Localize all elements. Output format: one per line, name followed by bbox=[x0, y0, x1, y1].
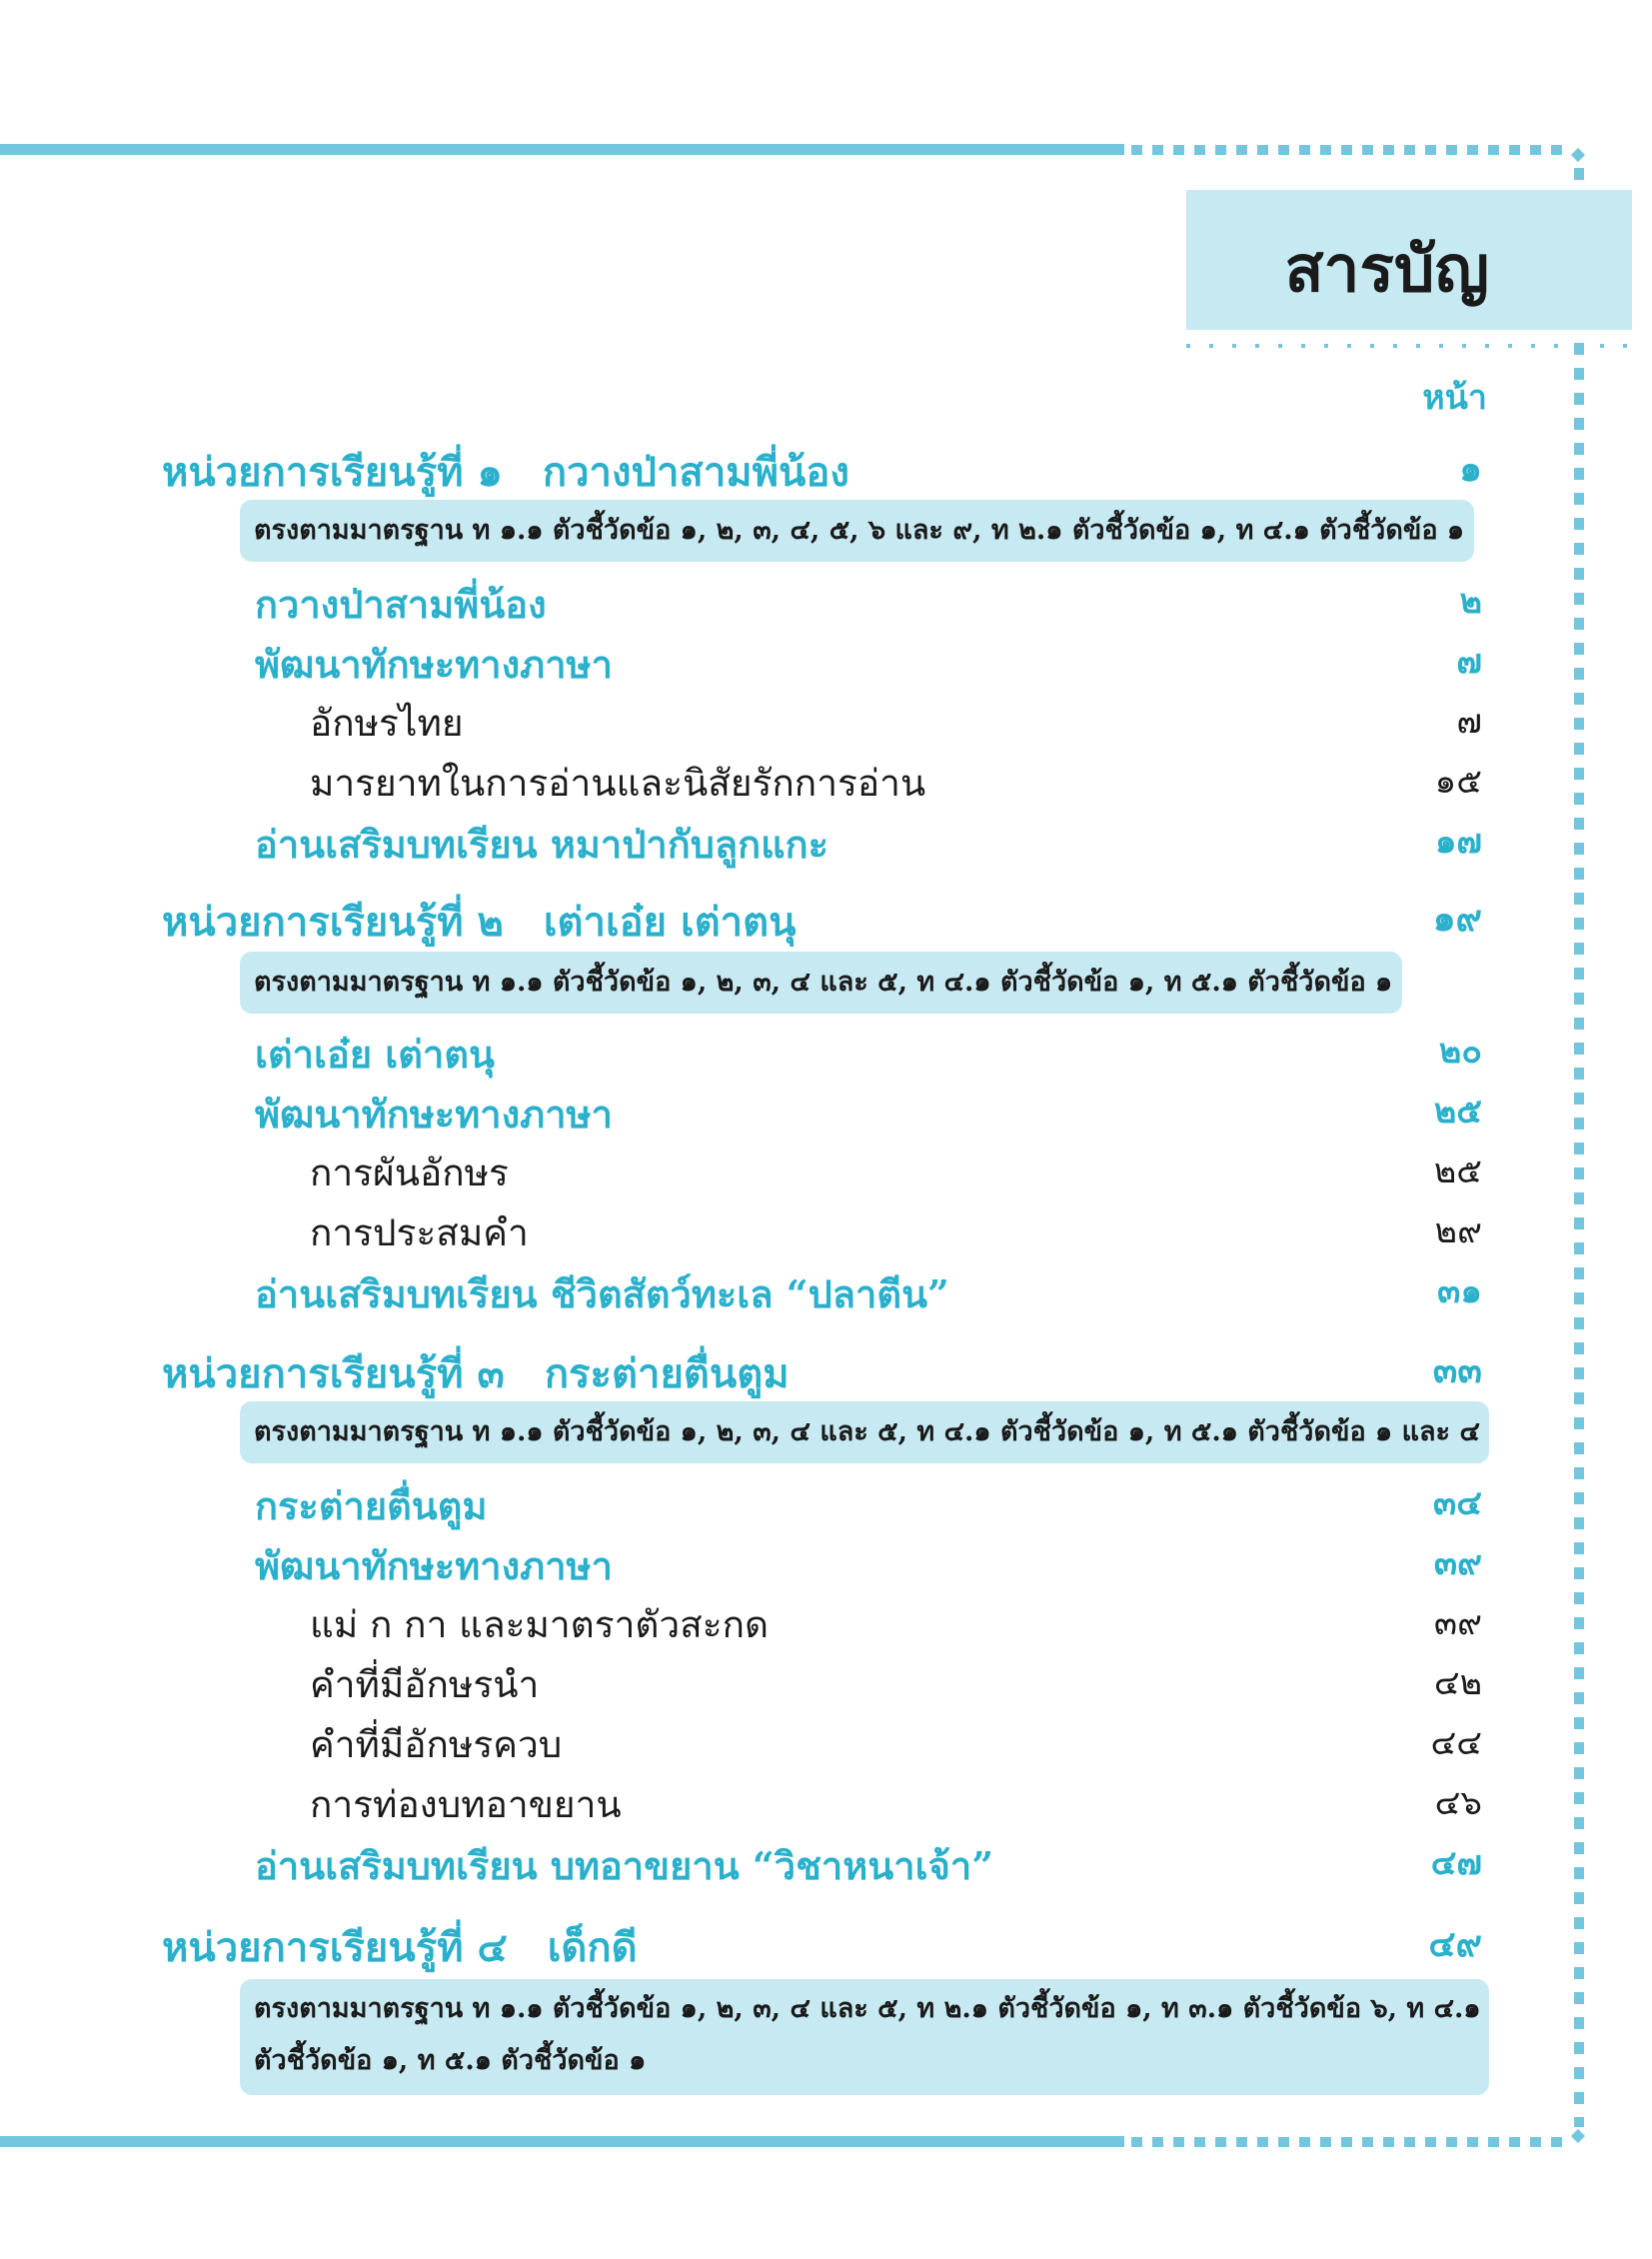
frame-corner-top bbox=[1571, 148, 1585, 162]
standards-box bbox=[240, 500, 1474, 562]
toc-subitem-label: การประสมคำ bbox=[310, 1211, 529, 1254]
toc-subitem[interactable] bbox=[0, 1203, 1652, 1257]
standards-box bbox=[240, 1979, 1489, 2095]
page-number: ๑๕ bbox=[1434, 762, 1482, 802]
page-title: สารบัญ bbox=[1284, 233, 1489, 307]
page-number: ๗ bbox=[1456, 702, 1482, 742]
toc-subitem-label: คำที่มีอักษรนำ bbox=[310, 1663, 540, 1706]
toc-item-label: อ่านเสริมบทเรียน บทอาขยาน “วิชาหนาเจ้า” bbox=[255, 1843, 994, 1888]
standards-text-line-1: ตรงตามมาตรฐาน ท ๑.๑ ตัวชี้วัดข้อ ๑, ๒, ๓, ๔ และ ๕, ท ๒.๑ ตัวชี้วัดข้อ ๑, ท ๓.๑ ตัวชี้วัดข้อ ๖, ท ๔.๑ bbox=[254, 1993, 1481, 2024]
toc-subitem[interactable] bbox=[0, 1595, 1652, 1649]
title-box bbox=[1186, 190, 1632, 330]
page-number: ๗ bbox=[1456, 642, 1482, 682]
toc-item-label: พัฒนาทักษะทางภาษา bbox=[255, 642, 613, 687]
page-number: ๒๕ bbox=[1433, 1092, 1482, 1131]
unit-1-entry[interactable] bbox=[0, 440, 1652, 496]
toc-item-label: พัฒนาทักษะทางภาษา bbox=[255, 1543, 613, 1588]
toc-item[interactable] bbox=[0, 574, 1652, 628]
toc-item-label: กวางป่าสามพี่น้อง bbox=[255, 582, 547, 627]
unit-title: หน่วยการเรียนรู้ที่ ๔ เด็กดี bbox=[162, 1924, 638, 1971]
toc-subitem[interactable] bbox=[0, 1143, 1652, 1197]
standards-text: ตรงตามมาตรฐาน ท ๑.๑ ตัวชี้วัดข้อ ๑, ๒, ๓, ๔ และ ๕, ท ๔.๑ ตัวชี้วัดข้อ ๑, ท ๕.๑ ตัวชี้วัดข้อ ๑ และ ๔ bbox=[254, 1416, 1480, 1447]
page-column-label: หน้า bbox=[1422, 378, 1487, 418]
frame-corner-bottom bbox=[1571, 2129, 1585, 2143]
toc-subitem-label: การท่องบทอาขยาน bbox=[310, 1783, 622, 1826]
toc-subitem-label: มารยาทในการอ่านและนิสัยรักการอ่าน bbox=[310, 762, 926, 805]
page-number: ๔๖ bbox=[1434, 1783, 1482, 1823]
frame-bottom-bar bbox=[0, 2136, 1124, 2147]
page-number: ๓๙ bbox=[1433, 1543, 1482, 1583]
page-number: ๒๙ bbox=[1434, 1211, 1482, 1251]
unit-title: หน่วยการเรียนรู้ที่ ๓ กระต่ายตื่นตูม bbox=[162, 1350, 790, 1397]
page-number: ๔๒ bbox=[1433, 1663, 1482, 1703]
page-number: ๓๔ bbox=[1433, 1483, 1482, 1523]
standards-box bbox=[240, 1401, 1489, 1463]
toc-item-label: อ่านเสริมบทเรียน หมาป่ากับลูกแกะ bbox=[255, 822, 829, 867]
toc-subitem[interactable] bbox=[0, 1775, 1652, 1829]
page-number: ๔๔ bbox=[1430, 1723, 1482, 1763]
standards-text: ตรงตามมาตรฐาน ท ๑.๑ ตัวชี้วัดข้อ ๑, ๒, ๓, ๔, ๕, ๖ และ ๙, ท ๒.๑ ตัวชี้วัดข้อ ๑, ท ๔.๑ ตัวชี้วัดข้อ ๑ bbox=[254, 515, 1465, 546]
toc-item[interactable] bbox=[0, 1475, 1652, 1529]
page-number: ๓๓ bbox=[1432, 1349, 1482, 1391]
toc-item-label: พัฒนาทักษะทางภาษา bbox=[255, 1092, 613, 1136]
unit-2-entry[interactable] bbox=[0, 890, 1652, 946]
frame-top-dashes bbox=[1131, 145, 1567, 155]
page-number: ๓๙ bbox=[1433, 1603, 1482, 1643]
toc-item-label: อ่านเสริมบทเรียน ชีวิตสัตว์ทะเล “ปลาตีน” bbox=[255, 1271, 949, 1316]
unit-4-entry[interactable] bbox=[0, 1915, 1652, 1971]
page-number: ๓๑ bbox=[1437, 1271, 1482, 1311]
page-number: ๑๙ bbox=[1432, 898, 1482, 940]
toc-subitem-label: อักษรไทย bbox=[310, 702, 464, 745]
page-number: ๑ bbox=[1459, 448, 1482, 490]
frame-top-bar bbox=[0, 144, 1124, 155]
toc-subitem[interactable] bbox=[0, 1655, 1652, 1709]
toc-item-label: กระต่ายตื่นตูม bbox=[255, 1483, 488, 1528]
page-number: ๔๙ bbox=[1428, 1923, 1482, 1965]
page-number: ๒๕ bbox=[1433, 1151, 1482, 1191]
toc-item[interactable] bbox=[0, 1263, 1652, 1317]
unit-title: หน่วยการเรียนรู้ที่ ๒ เต่าเอ๋ย เต่าตนุ bbox=[162, 899, 797, 946]
standards-text-line-2: ตัวชี้วัดข้อ ๑, ท ๕.๑ ตัวชี้วัดข้อ ๑ bbox=[254, 2045, 647, 2076]
toc-item[interactable] bbox=[0, 1084, 1652, 1137]
toc-subitem-label: แม่ ก กา และมาตราตัวสะกด bbox=[310, 1603, 770, 1646]
page-number: ๒๐ bbox=[1438, 1032, 1482, 1072]
toc-item[interactable] bbox=[0, 1835, 1652, 1889]
toc-item[interactable] bbox=[0, 814, 1652, 868]
standards-text: ตรงตามมาตรฐาน ท ๑.๑ ตัวชี้วัดข้อ ๑, ๒, ๓, ๔ และ ๕, ท ๔.๑ ตัวชี้วัดข้อ ๑, ท ๕.๑ ตัวชี้วัดข้อ ๑ bbox=[254, 967, 1393, 998]
frame-bottom-dashes bbox=[1131, 2137, 1567, 2147]
page-number: ๑๗ bbox=[1434, 822, 1482, 862]
toc-item-label: เต่าเอ๋ย เต่าตนุ bbox=[255, 1032, 495, 1077]
toc-subitem[interactable] bbox=[0, 1715, 1652, 1769]
toc-item[interactable] bbox=[0, 1024, 1652, 1078]
toc-subitem[interactable] bbox=[0, 754, 1652, 808]
toc-item[interactable] bbox=[0, 634, 1652, 688]
toc-subitem-label: การผันอักษร bbox=[310, 1151, 509, 1194]
toc-subitem-label: คำที่มีอักษรควบ bbox=[310, 1723, 563, 1766]
standards-box bbox=[240, 952, 1402, 1014]
unit-title: หน่วยการเรียนรู้ที่ ๑ กวางป่าสามพี่น้อง bbox=[162, 449, 849, 496]
title-dotted-rule bbox=[1186, 344, 1632, 348]
page-number: ๒ bbox=[1459, 582, 1482, 622]
toc-subitem[interactable] bbox=[0, 694, 1652, 748]
toc-item[interactable] bbox=[0, 1535, 1652, 1589]
unit-3-entry[interactable] bbox=[0, 1341, 1652, 1397]
page-number: ๔๗ bbox=[1430, 1843, 1482, 1883]
